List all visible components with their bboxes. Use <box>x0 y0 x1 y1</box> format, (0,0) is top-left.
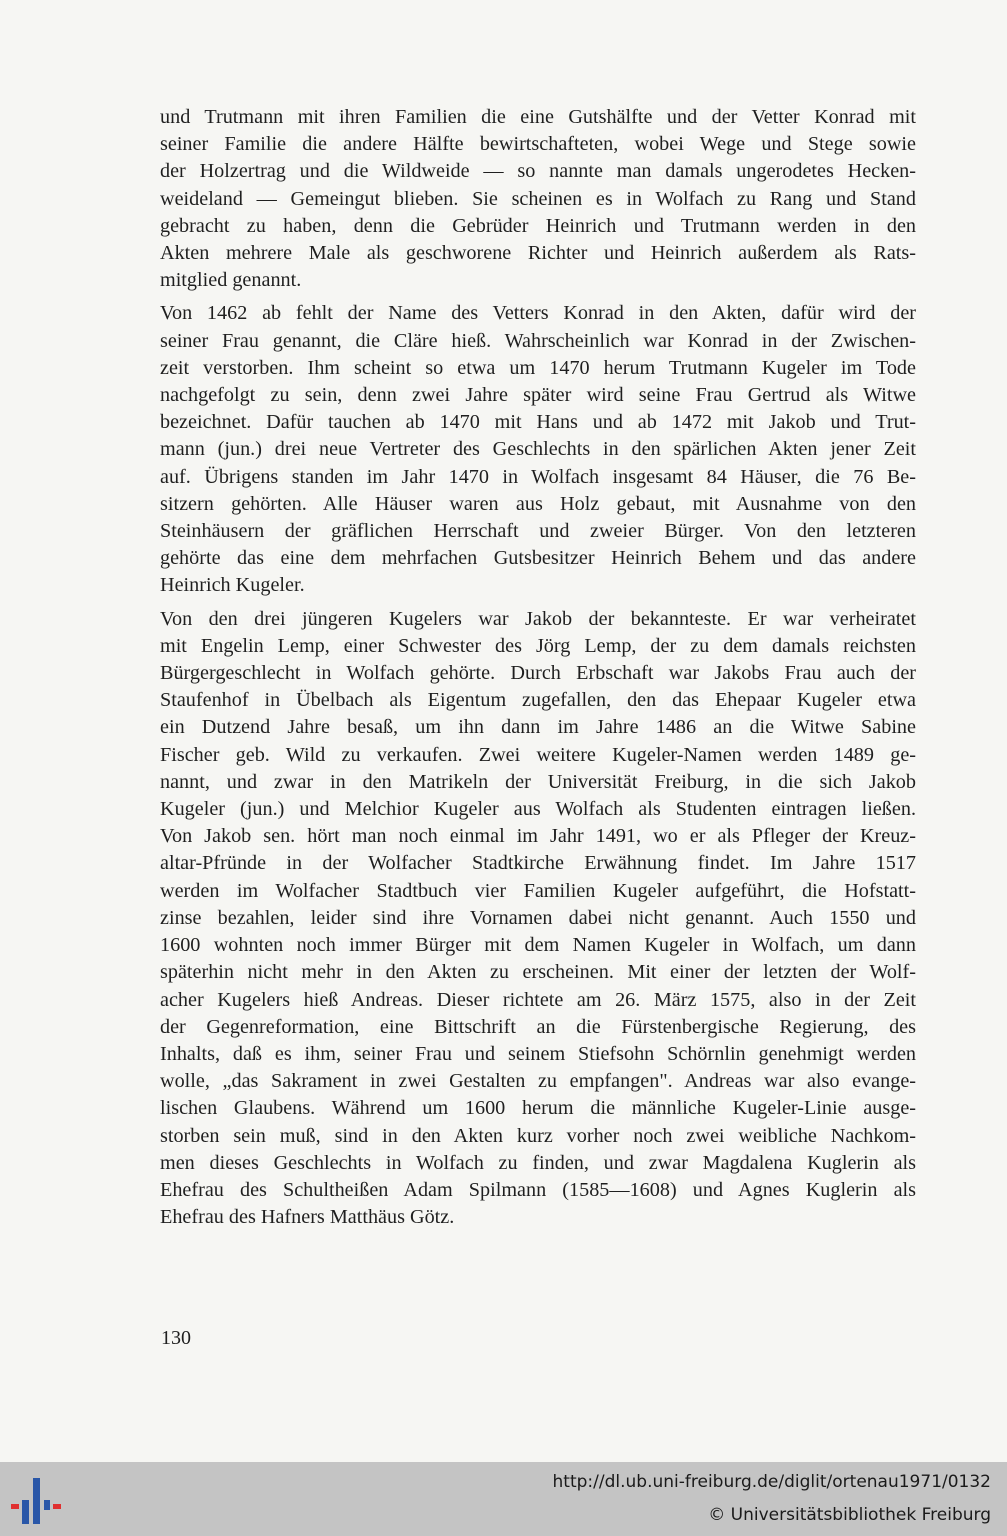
text-line: der Holzertrag und die Wildweide — so nannte man damals ungerodetes Hecken- <box>160 160 916 183</box>
text-line: Steinhäusern der gräflichen Herrschaft und zweier Bürger. Von den letzteren <box>160 520 916 543</box>
text-line: wolle, „das Sakrament in zwei Gestalten zu empfangen". Andreas war also evange- <box>160 1070 916 1093</box>
viewer-footer <box>0 1462 1007 1536</box>
text-line: weideland — Gemeingut blieben. Sie scheinen es in Wolfach zu Rang und Stand <box>160 187 916 210</box>
text-line: 1600 wohnten noch immer Bürger mit dem Namen Kugeler in Wolfach, um dann <box>160 934 916 957</box>
paragraph <box>160 606 916 1232</box>
text-line: storben sein muß, sind in den Akten kurz vorher noch zwei weibliche Nachkom- <box>160 1124 916 1147</box>
text-line: lischen Glaubens. Während um 1600 herum die männliche Kugeler-Linie ausge- <box>160 1097 916 1120</box>
text-line: werden im Wolfacher Stadtbuch vier Familien Kugeler aufgeführt, die Hofstatt- <box>160 879 916 902</box>
text-line: sitzern gehörten. Alle Häuser waren aus Holz gebaut, mit Ausnahme von den <box>160 492 916 515</box>
text-line: seiner Familie die andere Hälfte bewirtschafteten, wobei Wege und Stege sowie <box>160 133 916 156</box>
text-line: der Gegenreformation, eine Bittschrift an die Fürstenbergische Regierung, des <box>160 1015 916 1038</box>
page-number: 130 <box>161 1327 191 1349</box>
paragraph <box>160 300 916 599</box>
text-line: zinse bezahlen, leider sind ihre Vornamen dabei nicht genannt. Auch 1550 und <box>160 906 916 929</box>
text-line: men dieses Geschlechts in Wolfach zu finden, und zwar Magdalena Kuglerin als <box>160 1151 916 1174</box>
text-line: Kugeler (jun.) und Melchior Kugeler aus Wolfach als Studenten eintragen ließen. <box>160 798 916 821</box>
paragraph <box>160 104 916 294</box>
text-line: nannt, und zwar in den Matrikeln der Universität Freiburg, in die sich Jakob <box>160 770 916 793</box>
text-line: Inhalts, daß es ihm, seiner Frau und seinem Stiefsohn Schörnlin genehmigt werden <box>160 1042 916 1065</box>
text-line: Akten mehrere Male als geschworene Richter und Heinrich außerdem als Rats- <box>160 242 916 265</box>
text-line: gebracht zu haben, denn die Gebrüder Heinrich und Trutmann werden in den <box>160 214 916 237</box>
text-line: auf. Übrigens standen im Jahr 1470 in Wolfach insgesamt 84 Häuser, die 76 Be- <box>160 465 916 488</box>
ub-freiburg-logo-icon[interactable] <box>9 1472 65 1528</box>
text-line: Von den drei jüngeren Kugelers war Jakob der bekannteste. Er war verheiratet <box>160 607 916 630</box>
document-url-link[interactable]: http://dl.ub.uni-freiburg.de/diglit/ortenau1971/0132 <box>552 1472 991 1492</box>
text-line: ein Dutzend Jahre besaß, um ihn dann im Jahre 1486 an die Witwe Sabine <box>160 716 916 739</box>
text-line: Von 1462 ab fehlt der Name des Vetters Konrad in den Akten, dafür wird der <box>160 302 916 325</box>
text-line: mit Engelin Lemp, einer Schwester des Jörg Lemp, der zu dem damals reichsten <box>160 634 916 657</box>
text-line: Staufenhof in Übelbach als Eigentum zugefallen, den das Ehepaar Kugeler etwa <box>160 689 916 712</box>
text-line: und Trutmann mit ihren Familien die eine Gutshälfte und der Vetter Konrad mit <box>160 106 916 128</box>
copyright-notice: © Universitätsbibliothek Freiburg <box>708 1505 991 1525</box>
text-line: mann (jun.) drei neue Vertreter des Geschlechts in den spärlichen Akten jener Zeit <box>160 438 916 461</box>
text-line: bezeichnet. Dafür tauchen ab 1470 mit Hans und ab 1472 mit Jakob und Trut- <box>160 411 916 434</box>
text-line: mitglied genannt. <box>160 269 302 292</box>
text-line: acher Kugelers hieß Andreas. Dieser richtete am 26. März 1575, also in der Zeit <box>160 988 916 1011</box>
text-line: Von Jakob sen. hört man noch einmal im Jahr 1491, wo er als Pfleger der Kreuz- <box>160 825 916 848</box>
text-line: nachgefolgt zu sein, denn zwei Jahre später wird seine Frau Gertrud als Witwe <box>160 384 916 407</box>
text-line: zeit verstorben. Ihm scheint so etwa um 1470 herum Trutmann Kugeler im Tode <box>160 356 916 379</box>
text-line: gehörte das eine dem mehrfachen Gutsbesitzer Heinrich Behem und das andere <box>160 547 916 570</box>
body-text <box>160 104 916 1231</box>
text-line: seiner Frau genannt, die Cläre hieß. Wahrscheinlich war Konrad in der Zwischen- <box>160 329 916 352</box>
text-line: Fischer geb. Wild zu verkaufen. Zwei weitere Kugeler-Namen werden 1489 ge- <box>160 743 916 766</box>
text-line: Ehefrau des Hafners Matthäus Götz. <box>160 1206 455 1229</box>
text-line: Ehefrau des Schultheißen Adam Spilmann (1585—1608) und Agnes Kuglerin als <box>160 1178 916 1201</box>
text-line: Bürgergeschlecht in Wolfach gehörte. Durch Erbschaft war Jakobs Frau auch der <box>160 662 916 685</box>
text-line: späterhin nicht mehr in den Akten zu erscheinen. Mit einer der letzten der Wolf- <box>160 961 916 984</box>
text-line: Heinrich Kugeler. <box>160 574 305 597</box>
text-line: altar-Pfründe in der Wolfacher Stadtkirche Erwähnung findet. Im Jahre 1517 <box>160 852 916 875</box>
